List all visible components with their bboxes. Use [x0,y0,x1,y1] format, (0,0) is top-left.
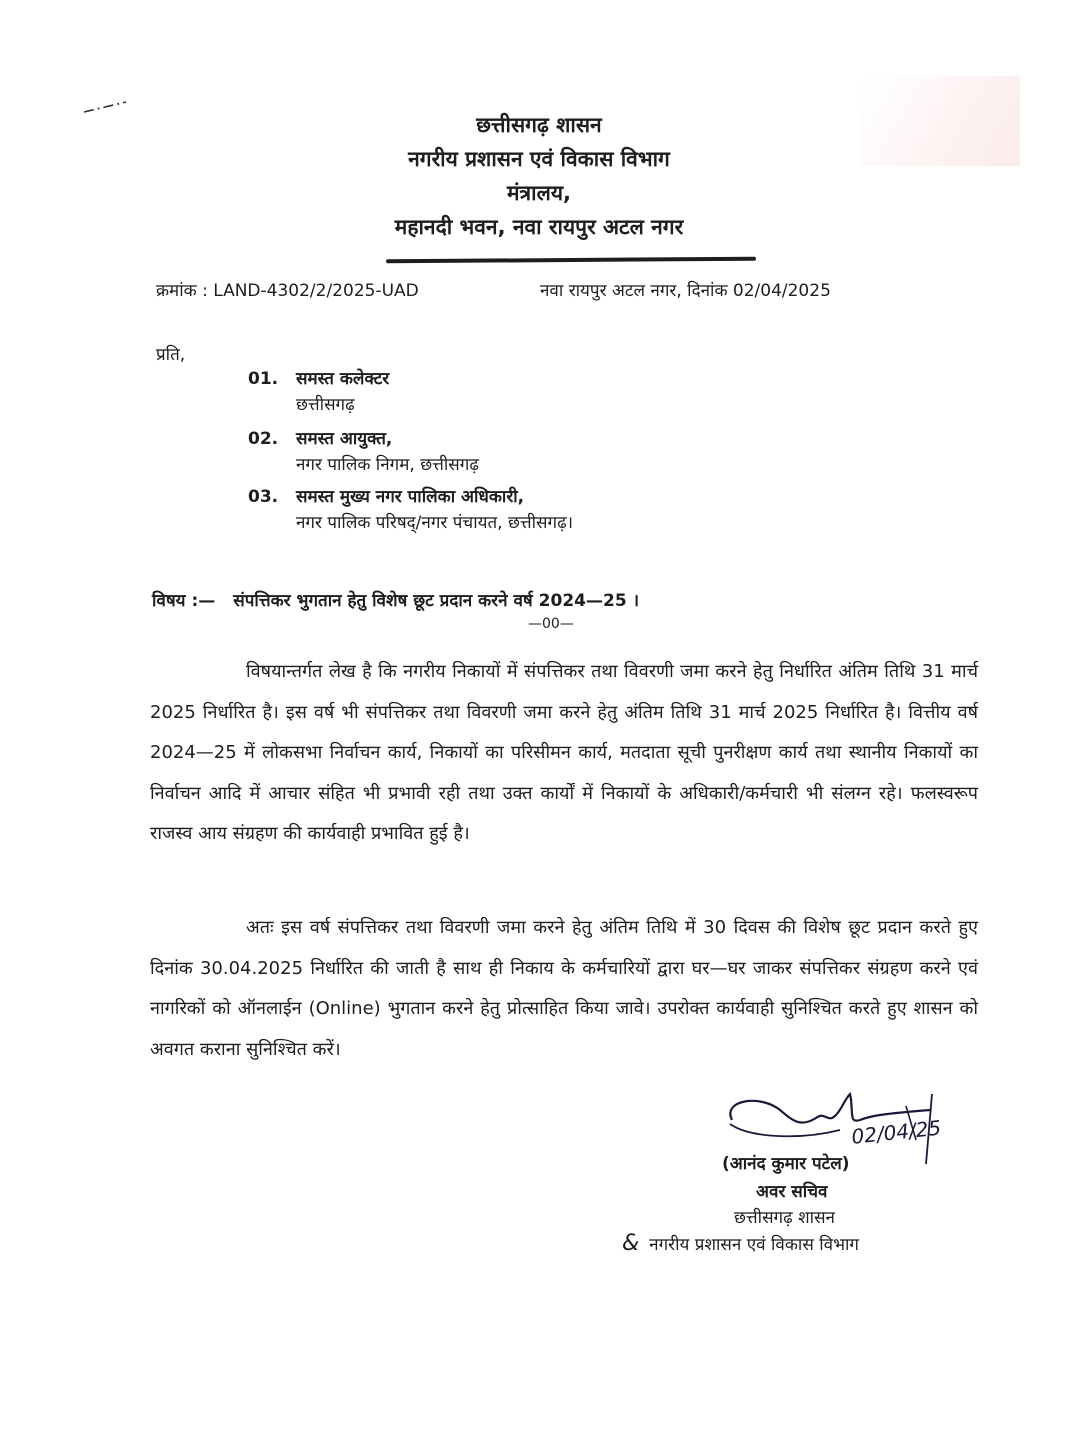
recipient-number: 02. [248,429,279,449]
recipient-location: छत्तीसगढ़ [296,395,355,415]
recipient-number: 03. [248,487,279,507]
subject-divider: —00— [528,616,574,632]
body-paragraph-2: अतः इस वर्ष संपत्तिकर तथा विवरणी जमा करने हेतु अंतिम तिथि में 30 दिवस की विशेष छूट प्रदान करते हुए दिनांक 30.04.2025 निर्धारित की जाती है साथ ही निकाय के कर्मचारियों द्वारा घर—घर जाकर संपत्तिकर संग्रहण करने एवं नागरिकों को ऑनलाईन (Online) भुगतान करने हेतु प्रोत्साहित किया जावे। उपरोक्त कार्यवाही सुनिश्चित करते हुए शासन को अवगत कराना सुनिश्चित करें। [150,917,978,1060]
subject-label: विषय :— [152,591,216,611]
header-divider [386,257,756,264]
department-mark: & [622,1231,640,1256]
signatory-name: (आनंद कुमार पटेल) [722,1154,850,1174]
recipient-number: 01. [248,369,279,389]
reference-number: क्रमांक : LAND-4302/2/2025-UAD [156,281,419,301]
subject-line [152,588,639,611]
recipient-title: समस्त कलेक्टर [296,369,390,389]
recipient-location: नगर पालिक परिषद्/नगर पंचायत, छत्तीसगढ़। [296,513,574,533]
signatory-government: छत्तीसगढ़ शासन [734,1208,835,1228]
recipient-item [248,426,479,478]
letterhead [0,108,1078,244]
recipient-title: समस्त आयुक्त, [296,429,393,449]
signatory-department-line [622,1230,859,1259]
recipient-item [248,366,389,418]
government-name: छत्तीसगढ़ शासन [476,113,602,137]
to-label: प्रति, [156,345,186,365]
office-address: महानदी भवन, नवा रायपुर अटल नगर [394,215,684,239]
signature-date: 02/04/25 [850,1115,943,1149]
subject-text: संपत्तिकर भुगतान हेतु विशेष छूट प्रदान करने वर्ष 2024—25 । [233,591,640,611]
recipient-location: नगर पालिक निगम, छत्तीसगढ़ [296,455,479,475]
recipient-title: समस्त मुख्य नगर पालिका अधिकारी, [296,487,525,507]
ministry-label: मंत्रालय, [507,181,571,205]
signatory-department: नगरीय प्रशासन एवं विकास विभाग [649,1235,859,1255]
place-and-date: नवा रायपुर अटल नगर, दिनांक 02/04/2025 [540,281,831,301]
body-paragraph-1: विषयान्तर्गत लेख है कि नगरीय निकायों में संपत्तिकर तथा विवरणी जमा करने हेतु निर्धारित अंतिम तिथि 31 मार्च 2025 निर्धारित है। इस वर्ष भी संपत्तिकर तथा विवरणी जमा करने हेतु अंतिम तिथि 31 मार्च 2025 निर्धारित है। वित्तीय वर्ष 2024—25 में लोकसभा निर्वाचन कार्य, निकायों का परिसीमन कार्य, मतदाता सूची पुनरीक्षण कार्य तथा स्थानीय निकायों का निर्वाचन आदि में आचार संहित भी प्रभावी रही तथा उक्त कार्यों में निकायों के अधिकारी/कर्मचारी भी संलग्न रहे। फलस्वरूप राजस्व आय संग्रहण की कार्यवाही प्रभावित हुई है। [150,661,978,844]
department-name: नगरीय प्रशासन एवं विकास विभाग [408,147,670,171]
recipient-item [248,484,573,536]
signatory-designation: अवर सचिव [756,1182,828,1202]
